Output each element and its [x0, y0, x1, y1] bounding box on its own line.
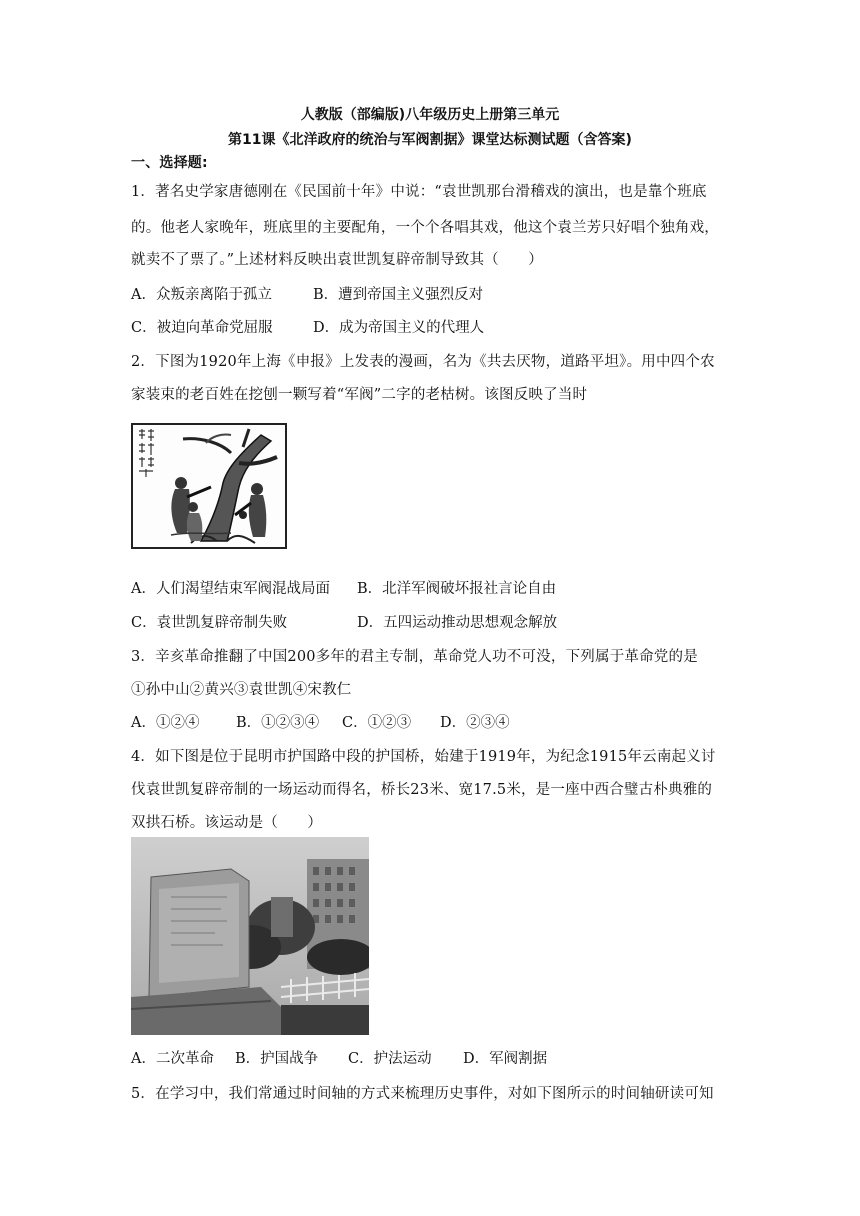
question-2-stem-line-1: 2．下图为1920年上海《申报》上发表的漫画，名为《共去厌物，道路平坦》。用中四个农 — [131, 354, 715, 370]
question-1-option-b: B．遭到帝国主义强烈反对 — [313, 287, 484, 303]
question-3-option-b: B．①②③④ — [236, 715, 320, 731]
question-2-option-c: C．袁世凯复辟帝制失败 — [131, 615, 288, 631]
question-3-option-a: A．①②④ — [131, 715, 200, 731]
question-1-stem-line-2: 的。他老人家晚年，班底里的主要配角，一个个各唱其戏，他这个袁兰芳只好唱个独角戏， — [131, 220, 719, 236]
question-2-stem-line-2: 家装束的老百姓在挖刨一颗写着“军阀”二字的老枯树。该图反映了当时 — [131, 387, 588, 403]
cartoon-image — [131, 423, 287, 549]
document-subtitle: 第11课《北洋政府的统治与军阀割据》课堂达标测试题（含答案) — [228, 132, 632, 148]
question-4-option-d: D．军阀割据 — [463, 1051, 548, 1067]
question-5-stem-line-1: 5．在学习中，我们常通过时间轴的方式来梳理历史事件，对如下图所示的时间轴研读可知 — [131, 1086, 714, 1102]
section-heading: 一、选择题: — [131, 155, 208, 171]
question-2-option-a: A．人们渴望结束军阀混战局面 — [131, 581, 330, 597]
question-4-stem-line-3: 双拱石桥。该运动是（ ） — [131, 815, 323, 831]
question-3-option-c: C．①②③ — [342, 715, 412, 731]
question-1-stem-line-3: 就卖不了票了。”上述材料反映出袁世凯复辟帝制导致其（ ） — [131, 252, 543, 268]
question-3-stem-line-2: ①孙中山②黄兴③袁世凯④宋教仁 — [131, 682, 352, 698]
document-title: 人教版（部编版)八年级历史上册第三单元 — [300, 107, 560, 123]
question-4-stem-line-2: 伐袁世凯复辟帝制的一场运动而得名，桥长23米、宽17.5米，是一座中西合璧古朴典雅的 — [131, 782, 713, 798]
question-2-option-b: B．北洋军阀破坏报社言论自由 — [357, 581, 557, 597]
question-4-stem-line-1: 4．如下图是位于昆明市护国路中段的护国桥，始建于1919年，为纪念1915年云南起义讨 — [131, 749, 716, 765]
question-2-option-d: D．五四运动推动思想观念解放 — [357, 615, 558, 631]
bridge-photo — [131, 837, 369, 1035]
question-1-option-d: D．成为帝国主义的代理人 — [313, 320, 485, 336]
question-1-option-a: A．众叛亲离陷于孤立 — [131, 287, 272, 303]
question-1-option-c: C．被迫向革命党屈服 — [131, 320, 273, 336]
question-4-option-a: A．二次革命 — [131, 1051, 214, 1067]
question-3-stem-line-1: 3．辛亥革命推翻了中国200多年的君主专制，革命党人功不可没，下列属于革命党的是 — [131, 649, 698, 665]
question-4-option-c: C．护法运动 — [348, 1051, 432, 1067]
question-1-stem-line-1: 1．著名史学家唐德刚在《民国前十年》中说：“袁世凯那台滑稽戏的演出，也是靠个班底 — [131, 184, 707, 200]
question-4-option-b: B．护国战争 — [235, 1051, 319, 1067]
question-3-option-d: D．②③④ — [440, 715, 510, 731]
